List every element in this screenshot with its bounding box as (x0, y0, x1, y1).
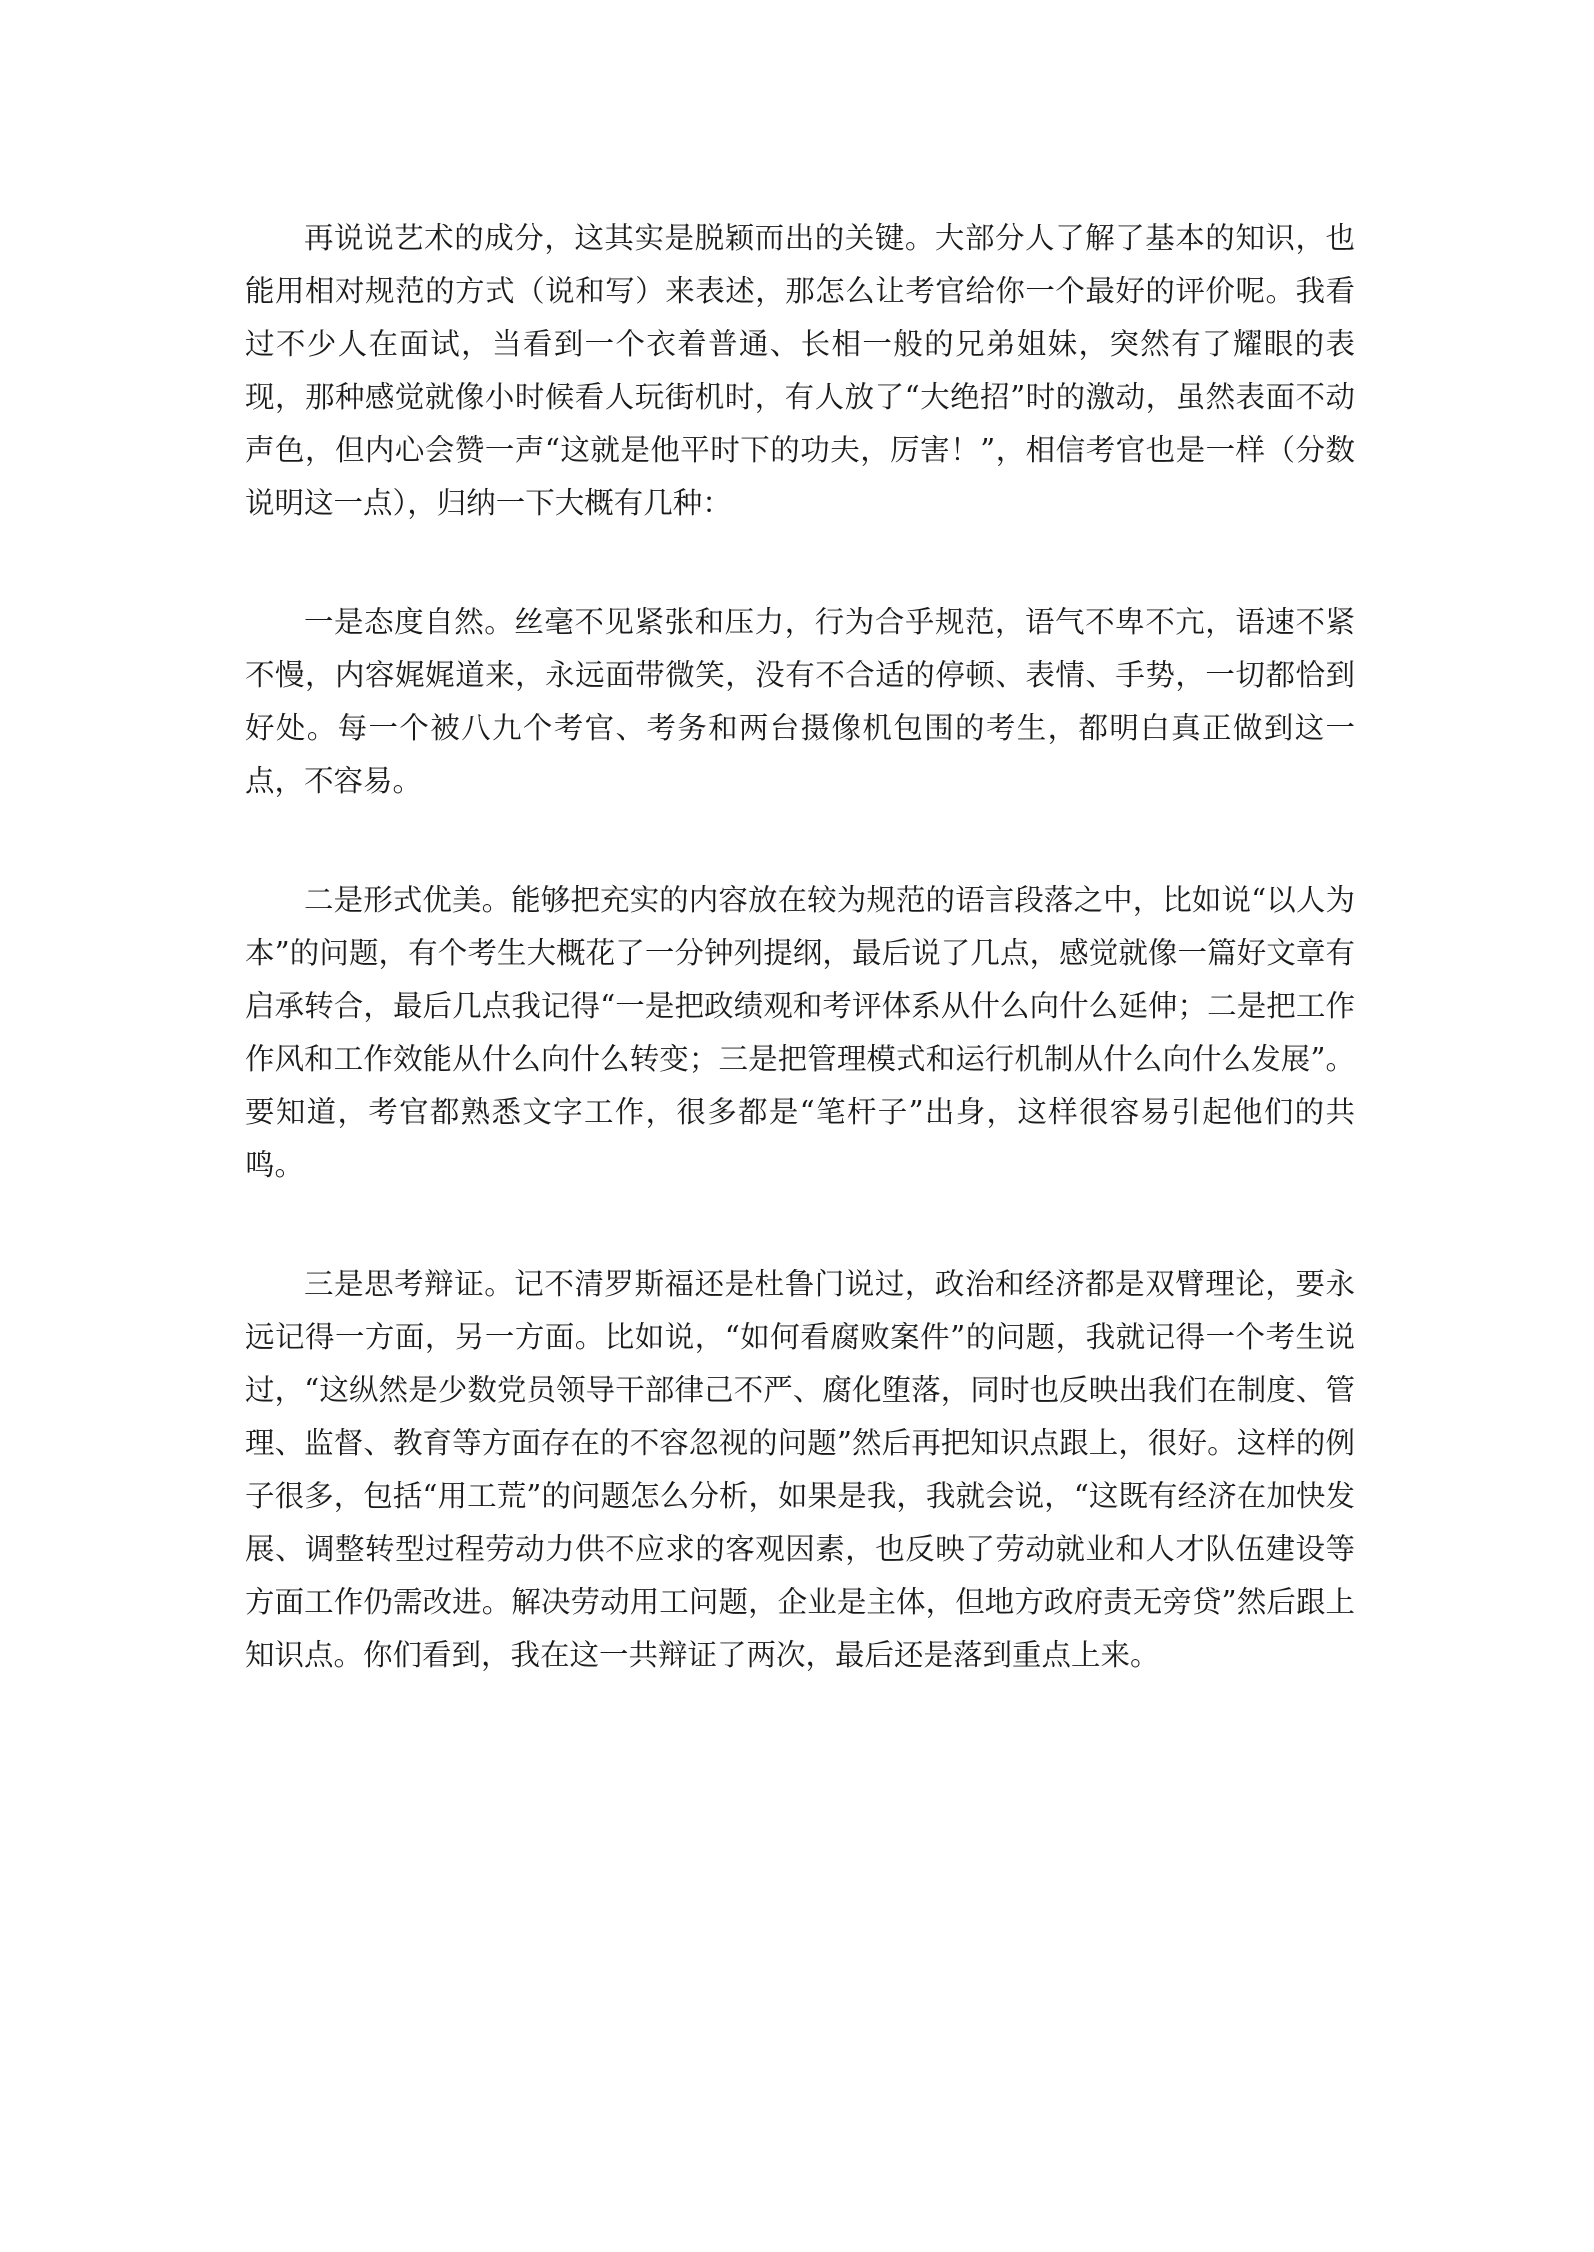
document-body (245, 212, 1355, 1682)
paragraph-art-component: 再说说艺术的成分，这其实是脱颖而出的关键。大部分人了解了基本的知识，也能用相对规范的方式（说和写）来表述，那怎么让考官给你一个最好的评价呢。我看过不少人在面试，当看到一个衣着普通、长相一般的兄弟姐妹，突然有了耀眼的表现，那种感觉就像小时候看人玩街机时，有人放了“大绝招”时的激动，虽然表面不动声色，但内心会赞一声“这就是他平时下的功夫，厉害！”，相信考官也是一样（分数说明这一点），归纳一下大概有几种： (245, 221, 1355, 520)
paragraph-dialectical-thinking: 三是思考辩证。记不清罗斯福还是杜鲁门说过，政治和经济都是双臂理论，要永远记得一方面，另一方面。比如说，“如何看腐败案件”的问题，我就记得一个考生说过，“这纵然是少数党员领导干部律己不严、腐化堕落，同时也反映出我们在制度、管理、监督、教育等方面存在的不容忽视的问题”然后再把知识点跟上，很好。这样的例子很多，包括“用工荒”的问题怎么分析，如果是我，我就会说，“这既有经济在加快发展、调整转型过程劳动力供不应求的客观因素，也反映了劳动就业和人才队伍建设等方面工作仍需改进。解决劳动用工问题，企业是主体，但地方政府责无旁贷”然后跟上知识点。你们看到，我在这一共辩证了两次，最后还是落到重点上来。 (245, 1267, 1355, 1672)
paragraph-natural-attitude: 一是态度自然。丝毫不见紧张和压力，行为合乎规范，语气不卑不亢，语速不紧不慢，内容娓娓道来，永远面带微笑，没有不合适的停顿、表情、手势，一切都恰到好处。每一个被八九个考官、考务和两台摄像机包围的考生，都明白真正做到这一点，不容易。 (245, 605, 1355, 798)
paragraph-elegant-form: 二是形式优美。能够把充实的内容放在较为规范的语言段落之中，比如说“以人为本”的问题，有个考生大概花了一分钟列提纲，最后说了几点，感觉就像一篇好文章有启承转合，最后几点我记得“一是把政绩观和考评体系从什么向什么延伸；二是把工作作风和工作效能从什么向什么转变；三是把管理模式和运行机制从什么向什么发展”。要知道，考官都熟悉文字工作，很多都是“笔杆子”出身，这样很容易引起他们的共鸣。 (245, 883, 1355, 1182)
